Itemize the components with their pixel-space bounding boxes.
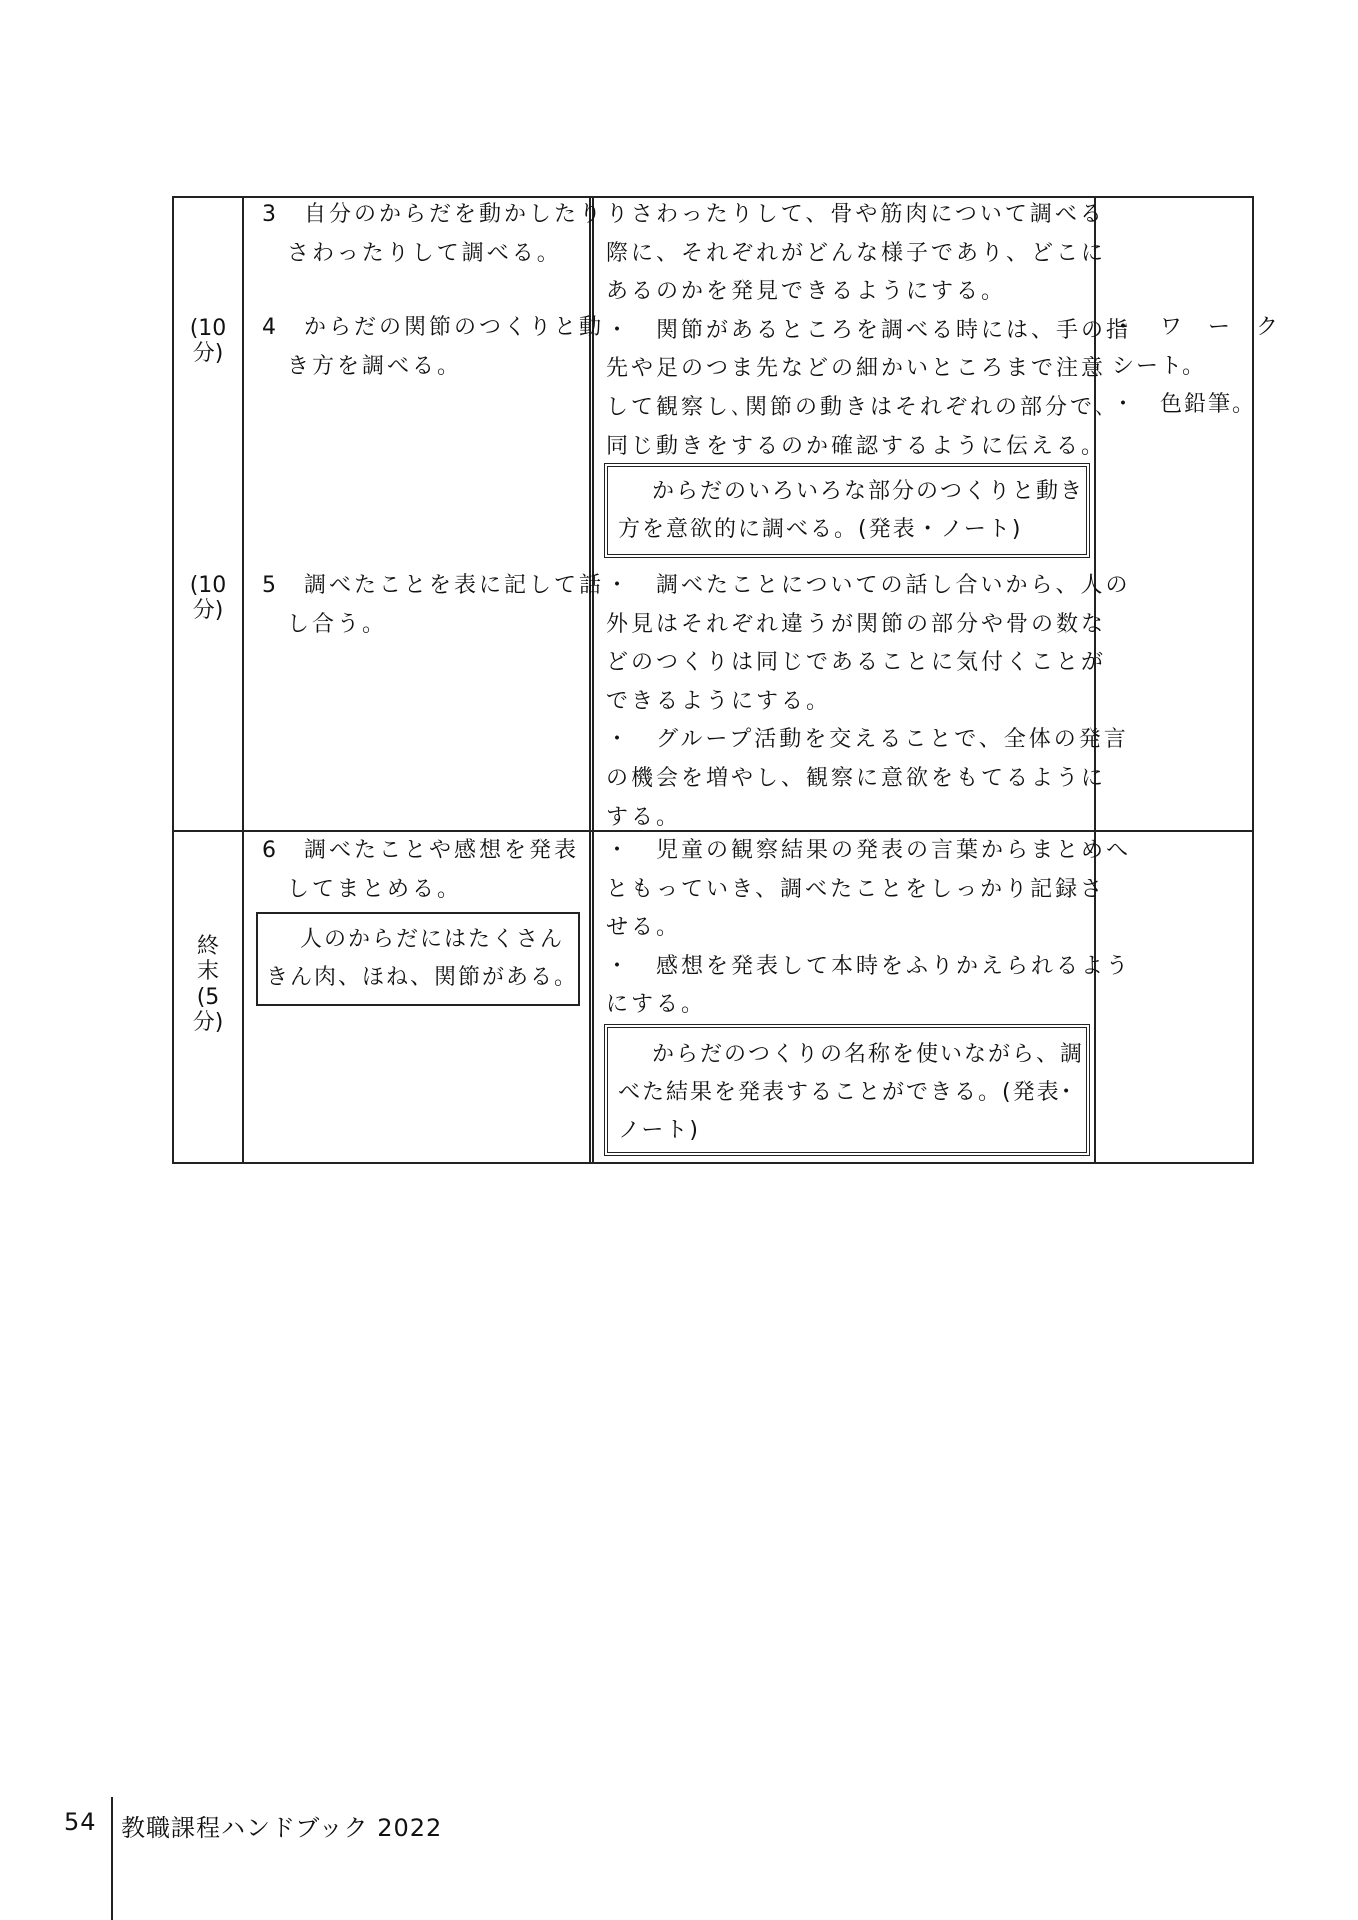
notes-row1: りさわったりして、骨や筋肉について調べる 際に、それぞれがどんな様子であり、どこに あるのかを発見できるようにする。 ・ 関節があるところを調べる時には、手の指 先や足のつま先などの細かいところまで注意 して観察し､関節の動きはそれぞれの部分で､ 同じ動きをするのか確認するように伝える。 [606,202,1132,459]
material-worksheet-cont: シート。 [1112,353,1207,379]
notes-row2: ・ 児童の観察結果の発表の言葉からまとめへ ともっていき、調べたことをしっかり記録さ せる。 ・ 感想を発表して本時をふりかえられるよう にする。 [606,838,1132,1018]
notes-row1-continued: ・ 調べたことについての話し合いから、人の 外見はそれぞれ違うが関節の部分や骨の数な どのつくりは同じであることに気付くことが できるようにする。 ・ グループ活動を交えることで、全体の発言 の機会を増やし、観察に意欲をもてるように する。 [606,573,1131,830]
materials-list [1112,309,1280,425]
activity-4: 4 からだの関節のつくりと動 き方を調べる。 [262,315,604,379]
material-colored-pencils: ・ 色鉛筆。 [1112,392,1257,418]
evaluation-box-1: からだのいろいろな部分のつくりと動き 方を意欲的に調べる。(発表・ノート) [604,463,1090,558]
footer-divider [111,1797,113,1920]
time-label-closing: 終 末 (5 分) [192,934,224,1035]
time-label-2: (10 分) [189,573,227,624]
activity-6: 6 調べたことや感想を発表 してまとめる。 [262,838,579,902]
activity-6-summary-box: 人のからだにはたくさん きん肉、ほね、関節がある。 [256,912,580,1006]
evaluation-box-2: からだのつくりの名称を使いながら、調 べた結果を発表することができる。(発表･ ノート) [604,1024,1090,1156]
page-number: 54 [64,1808,97,1836]
time-label-1: (10 分) [189,316,227,367]
footer-title: 教職課程ハンドブック 2022 [121,1814,443,1842]
column-divider [242,198,244,1162]
lesson-plan-table [172,196,1281,1164]
activity-3: 3 自分のからだを動かしたり さわったりして調べる。 [262,202,604,266]
material-worksheet: ・ ワ ー ク [1112,315,1281,340]
activity-5: 5 調べたことを表に記して話 し合う。 [262,573,604,637]
